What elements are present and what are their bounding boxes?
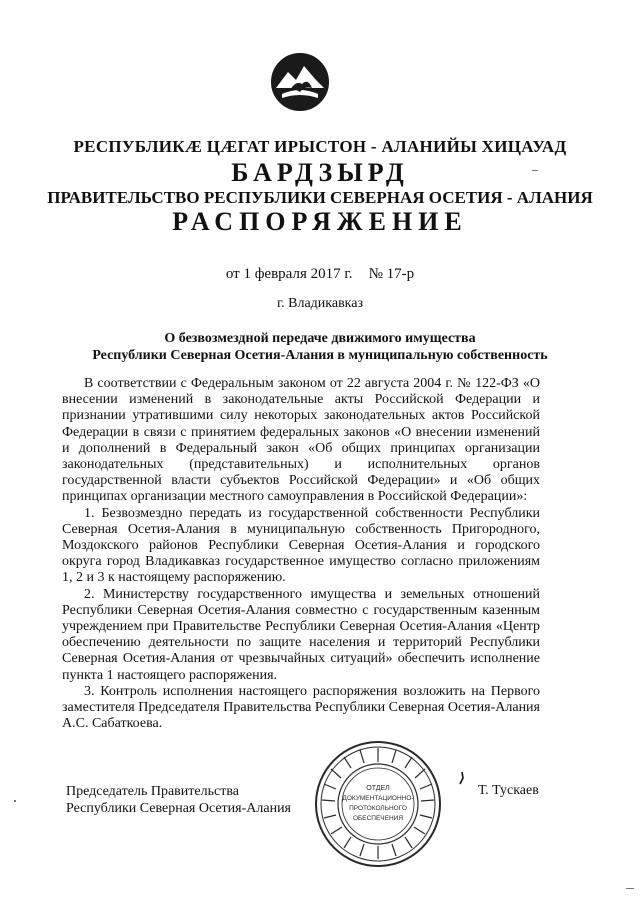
stamp-center-line3: ПРОТОКОЛЬНОГО <box>349 805 407 812</box>
body-preamble: В соответствии с Федеральным законом от 22 августа 2004 г. № 122-ФЗ «О внесении изменений в законодательные акты Российской Федерации и признании утратившими силу некоторых законодательных актов Российской Федерации в связи с принятием федеральных законов «О внесении изменений и дополнений в Федеральный закон «Об общих принципах организации законодательных (представительных) и исполнительных органов государственной власти субъектов Российской Федерации» и «Об общих принципах организации местного самоуправления в Российской Федерации»: <box>62 376 540 505</box>
scan-mark <box>532 170 538 171</box>
scan-mark <box>14 800 16 802</box>
scan-mark <box>626 888 634 889</box>
body-item-1: 1. Безвозмездно передать из государственной собственности Республики Северная Осетия-Алания в муниципальную собственность Пригородного, Моздокского районов Республики Северная Осетия-Алания и городского округа город Владикавказ государственное имущество согласно приложениям 1, 2 и 3 к настоящему распоряжению. <box>62 505 540 586</box>
header-ossetian-doc-type: БАРДЗЫРД <box>231 158 409 187</box>
doc-body <box>62 376 540 732</box>
body-item-3: 3. Контроль исполнения настоящего распоряжения возложить на Первого заместителя Председателя Правительства Республики Северная Осетия-Алания А.С. Сабаткоева. <box>62 683 540 732</box>
signature-mark <box>456 770 468 786</box>
header-doc-type: РАСПОРЯЖЕНИЕ <box>172 207 468 236</box>
signatory-name: Т. Тускаев <box>478 783 539 798</box>
doc-date: от 1 февраля 2017 г. <box>225 266 353 282</box>
signatory-title <box>66 783 291 817</box>
doc-subject <box>0 330 640 364</box>
body-item-2: 2. Министерству государственного имущества и земельных отношений Республики Северная Осетия-Алания совместно с государственным казенным учреждением при Правительстве Республики Северная Осетия-Алания «Центр обеспечению деятельности по защите населения и территорий Республики Северная Осетия-Алания от чрезвычайных ситуаций» обеспечить исполнение пункта 1 настоящего распоряжения. <box>62 586 540 683</box>
official-stamp <box>312 738 444 870</box>
doc-number: № 17-р <box>368 266 415 282</box>
doc-date-number <box>0 266 640 283</box>
signatory-title-line2: Республики Северная Осетия-Алания <box>66 801 291 816</box>
header-government-title: ПРАВИТЕЛЬСТВО РЕСПУБЛИКИ СЕВЕРНАЯ ОСЕТИЯ - АЛАНИЯ <box>47 188 593 207</box>
stamp-center-line1: ОТДЕЛ <box>366 785 390 792</box>
doc-subject-line1: О безвозмездной передаче движимого имущества <box>164 331 476 346</box>
stamp-center-line2: ДОКУМЕНТАЦИОННО- <box>342 795 414 802</box>
coat-of-arms-emblem <box>268 50 332 114</box>
header-ossetian-title: РЕСПУБЛИКӔ ЦӔГАТ ИРЫСТОН - АЛАНИЙЫ ХИЦАУАД <box>73 137 567 156</box>
doc-city: г. Владикавказ <box>276 296 364 311</box>
doc-subject-line2: Республики Северная Осетия-Алания в муниципальную собственность <box>92 348 548 363</box>
signatory-title-line1: Председатель Правительства <box>66 784 239 799</box>
stamp-center-line4: ОБЕСПЕЧЕНИЯ <box>352 815 404 822</box>
